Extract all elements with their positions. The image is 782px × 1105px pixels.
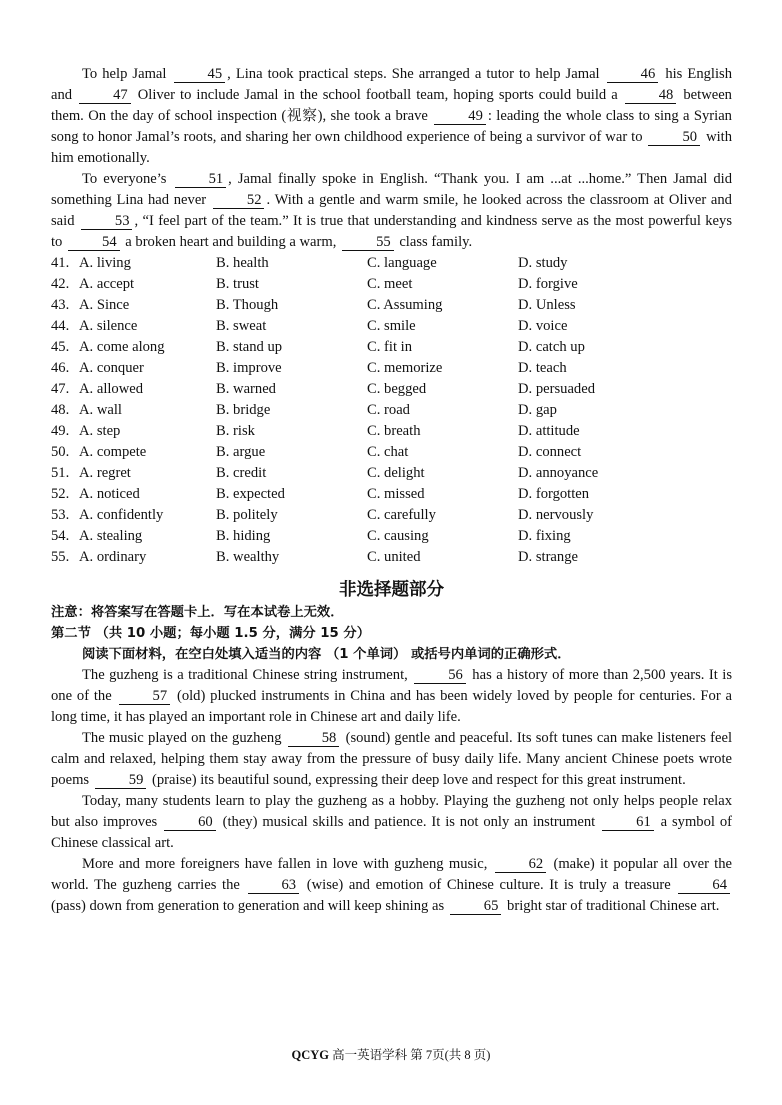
section-title: 非选择题部分 xyxy=(339,580,444,600)
blank-51: 51 xyxy=(175,171,227,188)
option-row-46: 46. A. conquer B. improve C. memorize D. teach xyxy=(51,360,567,376)
blank-50: 50 xyxy=(648,129,700,146)
instruction-text: 阅读下面材料，在空白处填入适当的内容 （1 个单词） 或括号内单词的正确形式． xyxy=(82,647,571,662)
page-footer xyxy=(0,1045,782,1063)
blank-56: 56 xyxy=(414,667,466,684)
passage-paragraph: To help Jamal 45 , Lina took practical steps. She arranged a tutor to help Jamal 46 his English and 47 Oliver to include Jamal in the school football team, hoping sports could build a 48 between them. On the day of school inspection (视察), she took a brave 49 : leading the whole class to sing a Syrian song to honor Jamal’s roots, and sharing her own childhood experience of being a survivor of war to 50 with him emotionally. xyxy=(51,66,733,166)
option-row-51: 51. A. regret B. credit C. delight D. annoyance xyxy=(51,465,599,481)
blank-49: 49 xyxy=(434,108,486,125)
option-row-43: 43. A. Since B. Though C. Assuming D. Unless xyxy=(51,297,576,313)
blank-52: 52 xyxy=(213,192,265,209)
option-row-53: 53. A. confidently B. politely C. carefully D. nervously xyxy=(51,507,594,523)
option-row-49: 49. A. step B. risk C. breath D. attitude xyxy=(51,423,580,439)
blank-60: 60 xyxy=(164,814,216,831)
option-row-42: 42. A. accept B. trust C. meet D. forgive xyxy=(51,276,578,292)
blank-46: 46 xyxy=(607,66,659,83)
option-row-48: 48. A. wall B. bridge C. road D. gap xyxy=(51,402,557,418)
option-row-50: 50. A. compete B. argue C. chat D. connect xyxy=(51,444,582,460)
exam-page xyxy=(51,64,732,917)
option-row-47: 47. A. allowed B. warned C. begged D. persuaded xyxy=(51,381,595,397)
blank-57: 57 xyxy=(119,688,171,705)
answer-options xyxy=(51,253,732,568)
blank-61: 61 xyxy=(602,814,654,831)
blank-63: 63 xyxy=(248,877,300,894)
option-row-55: 55. A. ordinary B. wealthy C. united D. strange xyxy=(51,549,578,565)
section-heading: 第二节 （共 10 小题；每小题 1.5 分，满分 15 分） xyxy=(51,626,371,641)
blank-59: 59 xyxy=(95,772,147,789)
blank-54: 54 xyxy=(68,234,120,251)
blank-58: 58 xyxy=(288,730,340,747)
option-row-44: 44. A. silence B. sweat C. smile D. voice xyxy=(51,318,568,334)
blank-48: 48 xyxy=(625,87,677,104)
passage-paragraph: Today, many students learn to play the guzheng as a hobby. Playing the guzheng not only helps people relax but also improves 60 (they) musical skills and patience. It is not only an instrument 61 a symbol of Chinese classical art. xyxy=(51,793,732,851)
passage-paragraph: More and more foreigners have fallen in love with guzheng music, 62 (make) it popular all over the world. The guzheng carries the 63 (wise) and emotion of Chinese culture. It is truly a treasure 64 (pass) down from generation to generation and will keep shining as 65 bright star of traditional Chinese art. xyxy=(51,856,733,914)
option-row-45: 45. A. come along B. stand up C. fit in D. catch up xyxy=(51,339,585,355)
blank-47: 47 xyxy=(79,87,131,104)
blank-64: 64 xyxy=(678,877,730,894)
notice-text: 注意：将答案写在答题卡上．写在本试卷上无效． xyxy=(51,605,344,620)
option-row-52: 52. A. noticed B. expected C. missed D. forgotten xyxy=(51,486,590,502)
passage-paragraph: To everyone’s 51 , Jamal finally spoke in English. “Thank you. I am ...at ...home.” Then Jamal did something Lina had never 52 . With a gentle and warm smile, he looked across the classroom at Oliver and said 53 , “I feel part of the team.” It is true that understanding and kindness serve as the most powerful keys to 54 a broken heart and building a warm, 55 class family. xyxy=(51,171,732,250)
page-number: 高一英语学科 第 7页(共 8 页) xyxy=(332,1048,491,1062)
passage-paragraph: The guzheng is a traditional Chinese string instrument, 56 has a history of more than 2,500 years. It is one of the 57 (old) plucked instruments in China and has been widely loved by people for centuries. For a long time, it has played an important role in Chinese art and daily life. xyxy=(51,667,732,725)
option-row-41: 41. A. living B. health C. language D. study xyxy=(51,255,568,271)
blank-65: 65 xyxy=(450,898,502,915)
passage-paragraph: The music played on the guzheng 58 (sound) gentle and peaceful. Its soft tunes can make listeners feel calm and relaxed, helping them stay away from the pressure of busy daily life. Many ancient Chinese poets wrote poems 59 (praise) its beautiful sound, expressing their deep love and respect for this great instrument. xyxy=(51,730,732,788)
exam-code: QCYG xyxy=(291,1048,330,1062)
blank-45: 45 xyxy=(174,66,226,83)
blank-53: 53 xyxy=(81,213,133,230)
blank-62: 62 xyxy=(495,856,547,873)
blank-55: 55 xyxy=(342,234,394,251)
option-row-54: 54. A. stealing B. hiding C. causing D. fixing xyxy=(51,528,571,544)
